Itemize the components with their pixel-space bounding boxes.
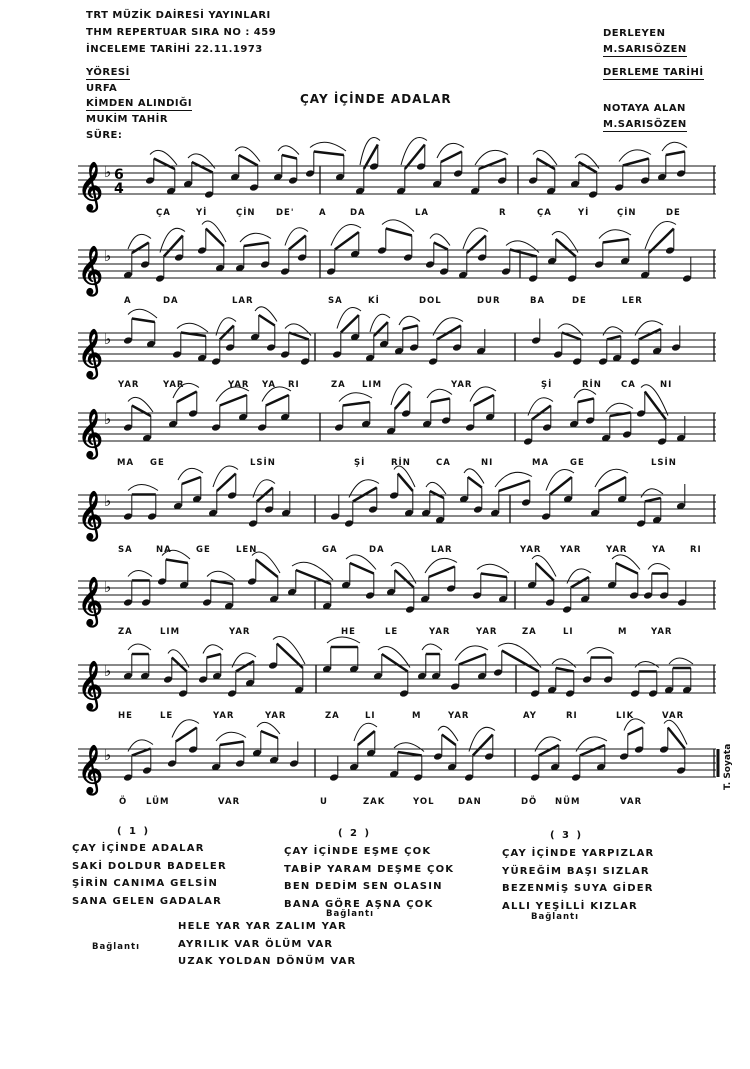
lyric-syllable: BA <box>530 296 546 306</box>
transcriber-label: NOTAYA ALAN <box>603 103 686 114</box>
region-value: URFA <box>86 83 118 94</box>
verse-3-link: Bağlantı <box>531 912 579 922</box>
refrain-line: AYRILIK VAR ÖLÜM VAR <box>178 938 334 950</box>
slur <box>587 648 614 654</box>
beam <box>639 329 661 340</box>
beam <box>645 498 661 502</box>
source-value: MUKİM TAHİR <box>86 114 169 125</box>
lyric-syllable: ZA <box>118 627 133 637</box>
song-title: ÇAY İÇİNDE ADALAR <box>300 92 452 106</box>
lyric-syllable: RİN <box>391 458 411 468</box>
treble-clef-icon: 𝄞 <box>78 161 103 210</box>
beam <box>468 477 482 488</box>
beam <box>398 474 413 492</box>
lyric-syllable: Ö <box>119 797 128 807</box>
beam <box>550 477 572 495</box>
slur <box>216 732 246 741</box>
compile-date-label: DERLEME TARİHİ <box>603 67 704 78</box>
beam <box>164 236 183 257</box>
beam <box>132 243 149 254</box>
lyric-syllable: YAR <box>560 545 582 555</box>
lyric-syllable: YAR <box>520 545 542 555</box>
lyric-syllable: DE <box>572 296 587 306</box>
lyric-syllable: YAR <box>118 380 140 390</box>
lyric-syllable: VAR <box>218 797 241 807</box>
treble-clef-icon: 𝄞 <box>78 490 103 539</box>
slur <box>401 138 427 165</box>
lyric-syllable: CA <box>436 458 451 468</box>
beam <box>578 399 594 403</box>
lyric-syllable: YAR <box>265 711 287 721</box>
beam <box>374 322 388 336</box>
lyric-syllable: VAR <box>620 797 643 807</box>
lyric-syllable: LAR <box>232 296 254 306</box>
flat-icon: ♭ <box>104 163 112 181</box>
lyric-syllable: HE <box>118 711 133 721</box>
lyric-syllable: YAR <box>651 627 673 637</box>
refrain <box>178 918 356 971</box>
beam <box>386 229 412 236</box>
lyric-syllable: ÇA <box>156 208 171 218</box>
beam <box>459 654 486 665</box>
slur <box>177 323 208 332</box>
beam <box>277 644 303 669</box>
beam <box>395 392 410 410</box>
lyric-syllable: Kİ <box>368 296 380 306</box>
beam <box>537 159 555 170</box>
lyric-syllable: GE <box>570 458 585 468</box>
beam <box>176 728 197 742</box>
beam <box>556 239 576 257</box>
flat-icon: ♭ <box>104 746 112 764</box>
verse-line: SAKİ DOLDUR BADELER <box>72 860 227 872</box>
lyric-syllable: GA <box>322 545 338 555</box>
lyric-syllable: YAR <box>228 380 250 390</box>
slur <box>477 564 509 573</box>
refrain-line: HELE YAR YAR ZALIM YAR <box>178 921 347 932</box>
beam <box>289 333 309 340</box>
beam <box>479 159 506 170</box>
slur <box>394 466 415 487</box>
slur <box>339 393 372 402</box>
beam <box>261 731 278 738</box>
treble-clef-icon: 𝄞 <box>78 576 103 625</box>
beam <box>502 651 539 672</box>
verse-line: YÜREĞİM BAŞI SIZLAR <box>502 865 650 877</box>
slur <box>278 146 299 155</box>
verse-2-link: Bağlantı <box>326 909 374 919</box>
beam <box>256 560 278 578</box>
slur <box>128 571 152 577</box>
slur <box>641 489 663 498</box>
lyric-syllable: DE' <box>276 208 295 218</box>
beam <box>132 406 151 417</box>
publisher-line: TRT MÜZİK DAİRESİ YAYINLARI <box>86 10 271 21</box>
transcriber-value: M.SARISÖZEN <box>603 119 687 130</box>
lyric-syllable: YAR <box>606 545 628 555</box>
beam <box>556 668 574 672</box>
beam <box>539 745 559 756</box>
slur <box>310 142 346 151</box>
beam <box>282 155 297 159</box>
lyric-syllable: M <box>412 711 422 721</box>
lyric-syllable: ÇİN <box>617 208 637 218</box>
slur <box>662 142 687 151</box>
beam <box>599 477 626 491</box>
verse-2-number: ( 2 ) <box>338 828 372 839</box>
slur <box>427 389 452 398</box>
verse-line: ALLI YEŞİLLİ KIZLAR <box>502 900 638 912</box>
beam <box>623 159 649 166</box>
slur <box>327 637 360 643</box>
beam <box>132 319 155 323</box>
lyric-syllable: YAR <box>451 380 473 390</box>
treble-clef-icon: 𝄞 <box>78 245 103 294</box>
lyric-syllable: Şİ <box>354 458 366 468</box>
slur <box>128 644 151 650</box>
verse-line: ŞİRİN CANIMA GELSİN <box>72 878 219 889</box>
lyric-syllable: A <box>319 208 327 218</box>
lyric-syllable: YAR <box>229 627 251 637</box>
lyric-syllable: VAR <box>662 711 685 721</box>
lyric-syllable: HE <box>341 627 356 637</box>
verse-line: BANA GÖRE AŞNA ÇOK <box>284 898 434 910</box>
slur <box>606 403 633 412</box>
beam <box>562 333 581 340</box>
slur <box>574 389 596 398</box>
lyric-syllable: SA <box>328 296 343 306</box>
beam <box>580 745 605 756</box>
slur <box>128 485 158 491</box>
region-label: YÖRESİ <box>86 67 130 78</box>
lyric-syllable: YAR <box>163 380 185 390</box>
lyric-syllable: MA <box>117 458 135 468</box>
slur <box>273 637 305 664</box>
beam <box>616 563 638 574</box>
verse-1-number: ( 1 ) <box>117 826 151 837</box>
lyric-syllable: YAR <box>448 711 470 721</box>
lyric-syllable: MA <box>532 458 550 468</box>
beam <box>132 749 151 756</box>
lyric-syllable: Şİ <box>541 380 553 390</box>
lyric-syllable: YAR <box>476 627 498 637</box>
verse-line: BEZENMİŞ SUYA GİDER <box>502 883 654 894</box>
lyric-syllable: DE <box>666 208 681 218</box>
flat-icon: ♭ <box>104 662 112 680</box>
beam <box>314 152 344 156</box>
beam <box>217 474 236 492</box>
beam <box>607 336 621 340</box>
treble-clef-icon: 𝄞 <box>78 328 103 377</box>
verse-2 <box>284 843 454 913</box>
beam <box>244 243 269 247</box>
beam <box>434 243 448 250</box>
lyric-syllable: A <box>124 296 132 306</box>
lyric-syllable: GE <box>150 458 165 468</box>
verse-3-number: ( 3 ) <box>550 830 584 841</box>
beam <box>192 162 213 173</box>
lyric-syllable: GE <box>196 545 211 555</box>
slur <box>645 222 676 249</box>
slur <box>360 138 380 165</box>
beam <box>177 392 197 403</box>
verse-line: BEN DEDİM SEN OLASIN <box>284 881 443 892</box>
slur <box>399 316 420 325</box>
lyric-syllable: RİN <box>582 380 602 390</box>
lyric-syllable: LER <box>622 296 643 306</box>
verse-1 <box>72 840 227 910</box>
beam <box>429 567 455 578</box>
slur <box>422 644 442 650</box>
beam <box>382 654 408 672</box>
beam <box>628 728 643 735</box>
beam <box>398 752 422 756</box>
beam <box>166 560 188 564</box>
lyric-syllable: U <box>320 797 328 807</box>
lyric-syllable: YAR <box>213 711 235 721</box>
slur <box>203 645 223 654</box>
lyric-syllable: ZAK <box>363 797 386 807</box>
beam <box>510 250 537 257</box>
beam <box>668 728 685 749</box>
time-signature-bottom: 4 <box>114 181 124 197</box>
compiler-value: M.SARISÖZEN <box>603 44 687 55</box>
beam <box>358 731 375 745</box>
lyric-syllable: LI <box>563 627 574 637</box>
lyric-syllable: Yİ <box>578 208 590 218</box>
verse-line: ÇAY İÇİNDE EŞME ÇOK <box>284 846 432 857</box>
lyric-syllable: ÇA <box>537 208 552 218</box>
beam <box>220 395 247 406</box>
beam <box>666 152 685 156</box>
lyric-syllable: LAR <box>431 545 453 555</box>
lyric-syllable: DÖ <box>521 797 538 807</box>
slur <box>394 743 424 752</box>
verse-line: ÇAY İÇİNDE ADALAR <box>72 843 205 854</box>
beam <box>182 477 201 484</box>
beam <box>266 395 289 406</box>
lyric-syllable: LSİN <box>651 458 677 468</box>
lyric-syllable: RI <box>690 545 702 555</box>
lyric-syllable: SA <box>118 545 133 555</box>
beam <box>473 735 493 756</box>
lyric-syllable: LIM <box>160 627 181 637</box>
lyric-syllable: RI <box>566 711 578 721</box>
slur <box>648 564 670 570</box>
lyric-syllable: R <box>499 208 507 218</box>
flat-icon: ♭ <box>104 247 112 265</box>
beam <box>431 399 450 403</box>
refrain-line: UZAK YOLDAN DÖNÜM VAR <box>178 956 357 967</box>
flat-icon: ♭ <box>104 330 112 348</box>
beam <box>403 326 418 330</box>
beam <box>341 315 359 333</box>
beam <box>603 239 629 243</box>
flat-icon: ♭ <box>104 578 112 596</box>
slur <box>160 228 185 252</box>
beam <box>481 574 507 578</box>
slur <box>240 233 271 242</box>
lyric-syllable: NA <box>156 545 172 555</box>
slur <box>599 230 631 239</box>
lyric-syllable: YOL <box>413 797 435 807</box>
lyric-syllable: DA <box>369 545 385 555</box>
beam <box>571 577 589 588</box>
lyric-syllable: CA <box>621 380 636 390</box>
slur <box>603 327 623 336</box>
time-signature-top: 6 <box>114 167 124 183</box>
refrain-label: Bağlantı <box>92 942 140 952</box>
lyric-syllable: LÜM <box>146 797 170 807</box>
verse-line: ÇAY İÇİNDE YARPIZLAR <box>502 848 655 859</box>
treble-clef-icon: 𝄞 <box>78 408 103 457</box>
beam <box>154 159 175 170</box>
lyric-syllable: NI <box>660 380 673 390</box>
lyric-syllable: RI <box>288 380 300 390</box>
beam <box>207 654 221 658</box>
lyric-syllable: ZA <box>522 627 537 637</box>
verse-line: SANA GELEN GADALAR <box>72 895 223 907</box>
lyric-syllable: AY <box>523 711 537 721</box>
review-date: İNCELEME TARİHİ 22.11.1973 <box>86 44 263 55</box>
slur <box>128 309 157 318</box>
lyric-syllable: Yİ <box>196 208 208 218</box>
lyric-syllable: LE <box>385 627 399 637</box>
lyric-syllable: LE <box>160 711 174 721</box>
lyric-syllable: LEN <box>236 545 258 555</box>
treble-clef-icon: 𝄞 <box>78 744 103 793</box>
beam <box>474 395 494 406</box>
lyric-syllable: LA <box>415 208 429 218</box>
beam <box>236 661 254 672</box>
beam <box>350 563 374 574</box>
lyric-syllable: LI <box>365 711 376 721</box>
lyric-syllable: YA <box>262 380 276 390</box>
flat-icon: ♭ <box>104 410 112 428</box>
verse-line: TABİP YARAM DEŞME ÇOK <box>284 863 455 875</box>
compiler-label: DERLEYEN <box>603 28 666 39</box>
lyric-syllable: NI <box>481 458 494 468</box>
lyric-syllable: DUR <box>477 296 501 306</box>
slur <box>426 482 446 494</box>
slur <box>207 571 235 580</box>
beam <box>206 229 224 247</box>
repertoire-number: THM REPERTUAR SIRA NO : 459 <box>86 27 277 38</box>
treble-clef-icon: 𝄞 <box>78 660 103 709</box>
lyric-syllable: ZA <box>325 711 340 721</box>
arranger-signature: T. Soyata <box>723 743 733 790</box>
slur <box>469 727 495 751</box>
beam <box>442 735 456 746</box>
beam <box>335 232 359 250</box>
lyric-syllable: DA <box>350 208 366 218</box>
slur <box>378 647 410 668</box>
lyric-syllable: DAN <box>458 797 482 807</box>
beam <box>239 155 258 166</box>
beam <box>499 481 530 492</box>
flat-icon: ♭ <box>104 492 112 510</box>
beam <box>536 563 554 581</box>
beam <box>645 392 666 420</box>
lyric-syllable: LSİN <box>250 458 276 468</box>
beam <box>220 742 244 746</box>
lyric-syllable: DOL <box>419 296 442 306</box>
slur <box>552 659 576 668</box>
lyric-syllable: NÜM <box>555 797 581 807</box>
verse-3 <box>502 845 654 915</box>
source-label: KİMDEN ALINDIĞI <box>86 98 193 109</box>
duration-label: SÜRE: <box>86 130 123 141</box>
lyric-syllable: DA <box>163 296 179 306</box>
beam <box>289 236 306 250</box>
lyric-syllable: M <box>618 627 628 637</box>
beam <box>259 315 275 326</box>
beam <box>579 162 597 173</box>
lyric-syllable: ÇİN <box>236 208 256 218</box>
slur <box>669 658 693 664</box>
slur <box>498 643 541 667</box>
beam <box>395 570 414 588</box>
slur <box>430 234 450 246</box>
beam <box>441 152 462 163</box>
lyric-syllable: YA <box>652 545 666 555</box>
lyric-syllable: YAR <box>429 627 451 637</box>
lyric-syllable: LIK <box>616 711 635 721</box>
beam <box>343 402 370 406</box>
lyric-syllable: ZA <box>331 380 346 390</box>
lyric-syllable: LIM <box>362 380 383 390</box>
